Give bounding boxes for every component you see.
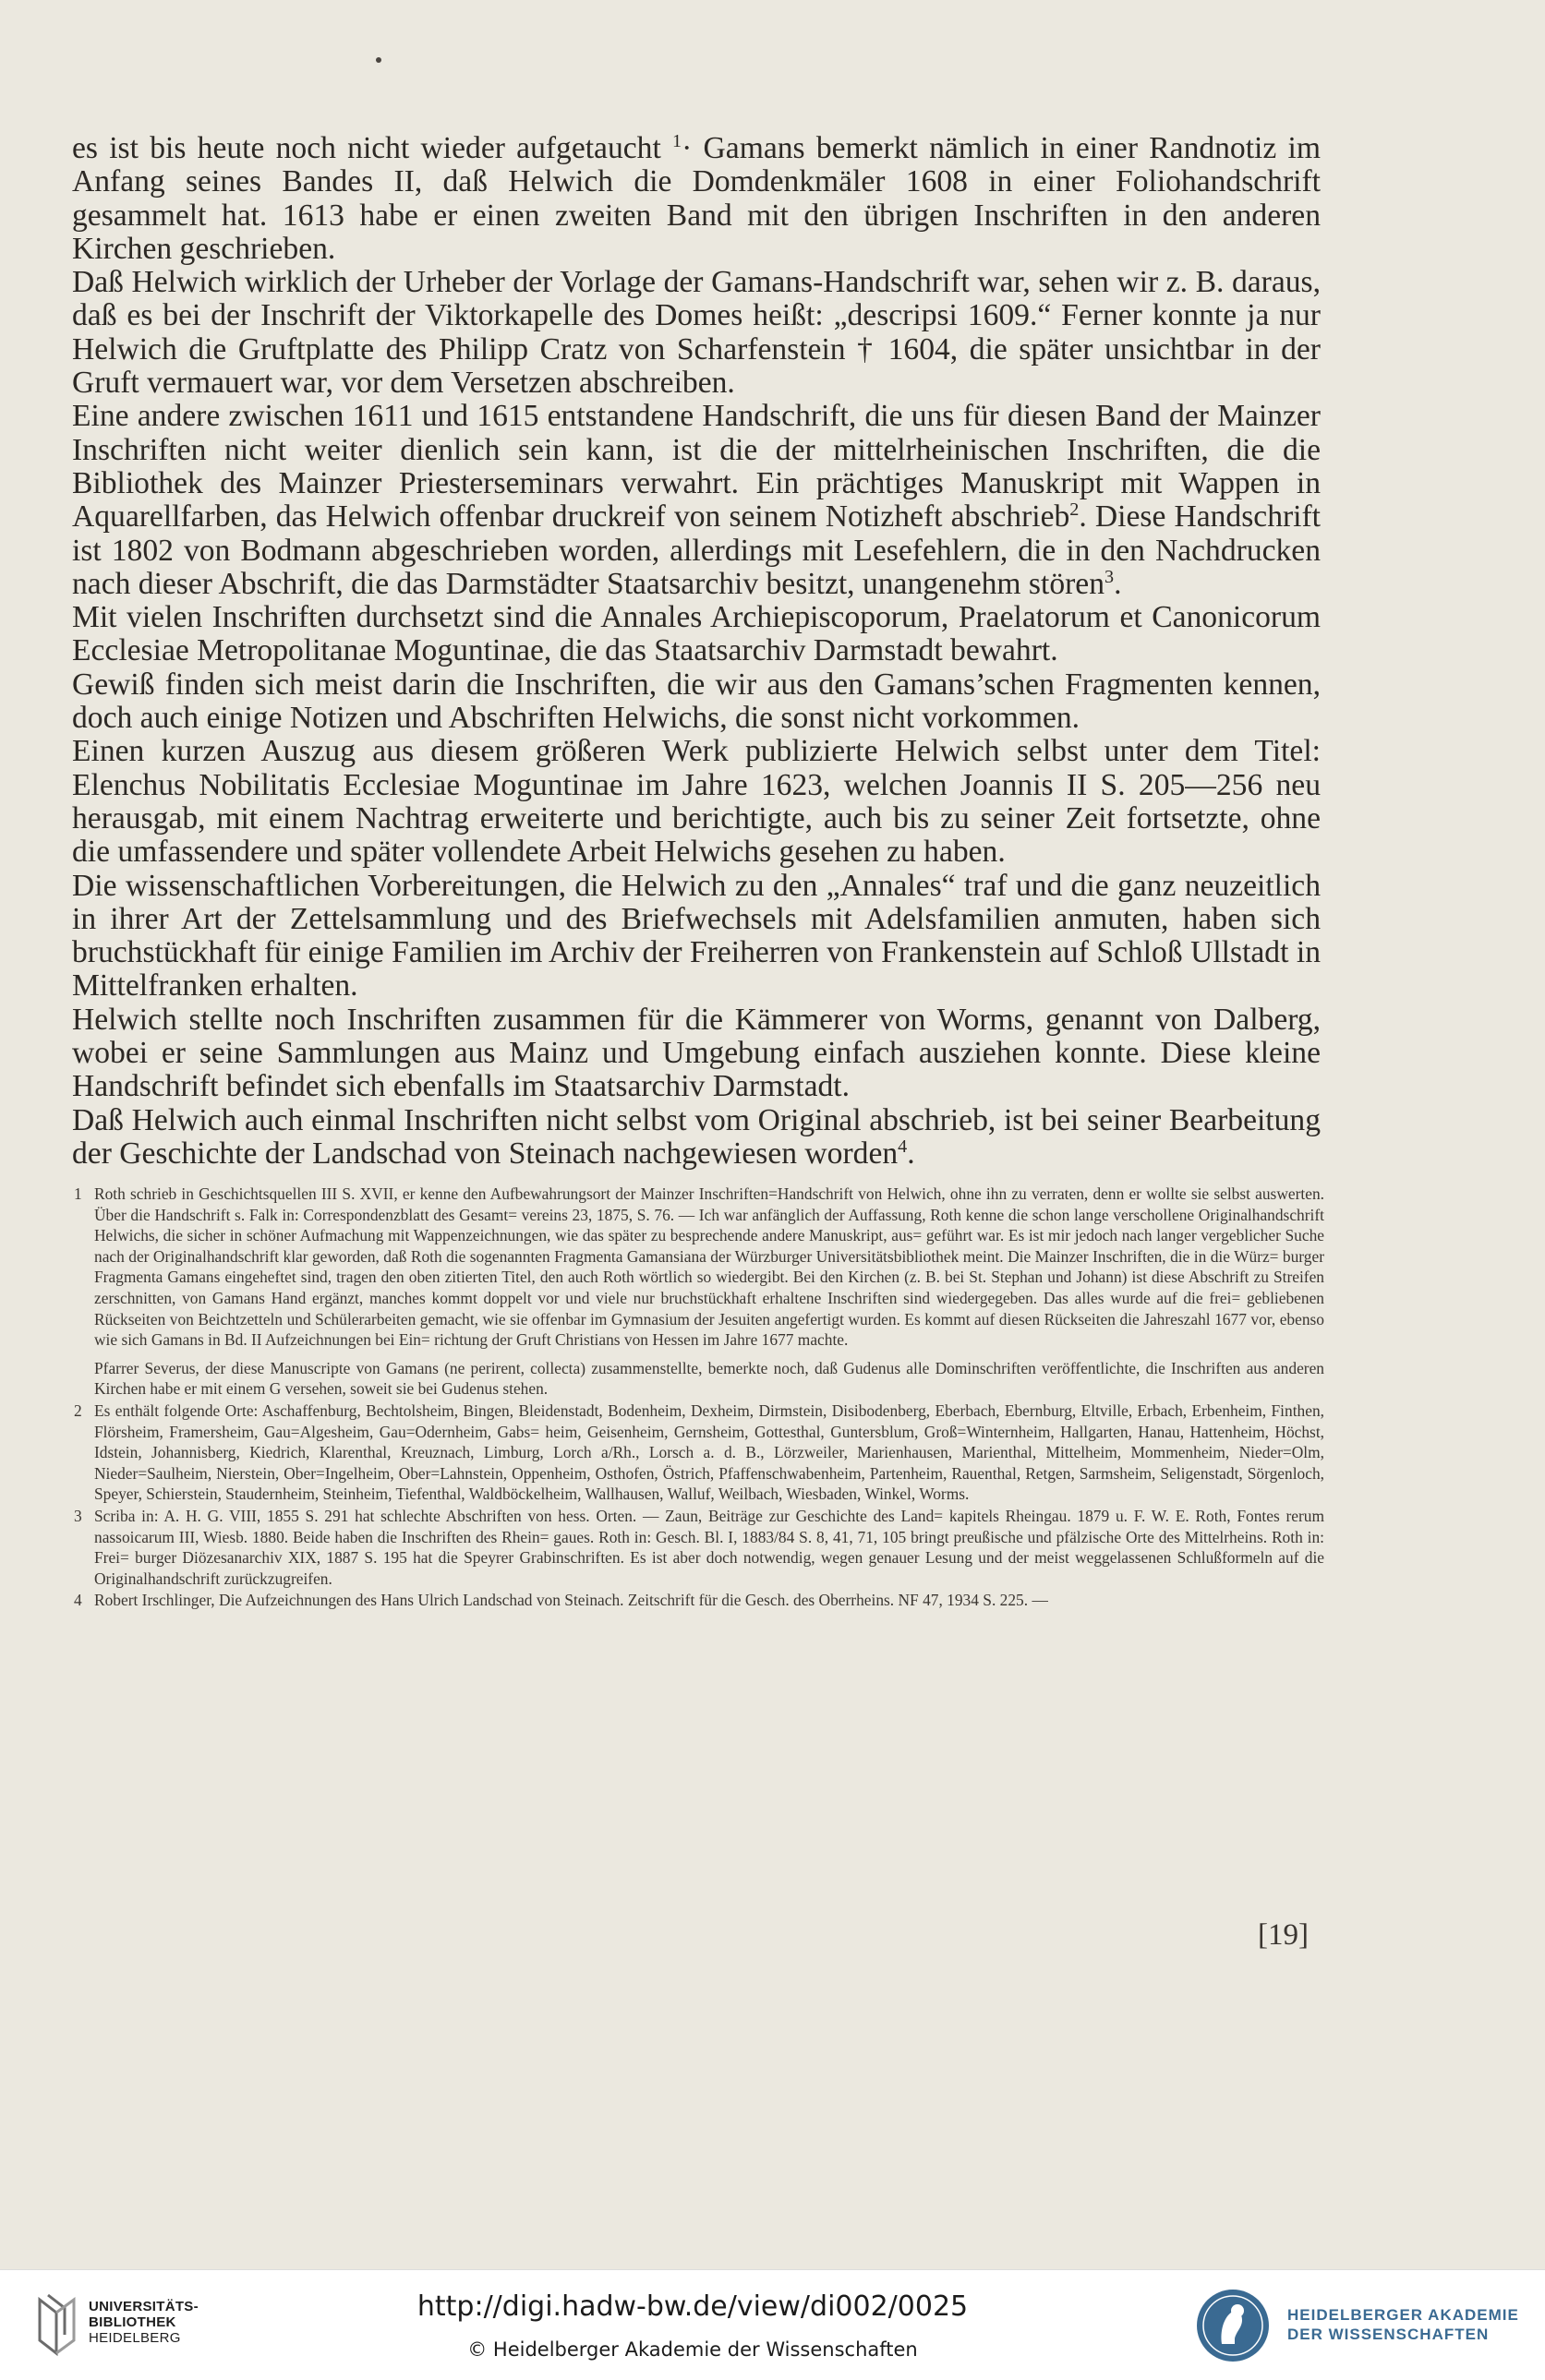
viewer-footer [0, 2269, 1545, 2380]
ub-name[interactable] [89, 2299, 199, 2346]
footnote [72, 1590, 1324, 1611]
main-text [72, 132, 1321, 1171]
hadw-seal-icon[interactable] [1194, 2287, 1272, 2368]
body-paragraph: Daß Helwich wirklich der Urheber der Vorlage der Gamans-Handschrift war, sehen wir z. B. daraus, daß es bei der Inschrift der Viktorkapelle des Domes heißt: „descripsi 1609.“ Ferner konnte ja nur Helwich die Gruftplatte des Philipp Cratz von Scharfenstein † 1604, die später unsichtbar in der Gruft vermauert war, vor dem Versetzen abschreiben. [72, 265, 1321, 401]
body-paragraph: Gewiß finden sich meist darin die Inschriften, die wir aus den Gamans’schen Fragmenten kennen, doch auch einige Notizen und Abschriften Helwichs, die sonst nicht vorkommen. [72, 667, 1321, 736]
body-paragraph: Die wissenschaftlichen Vorbereitungen, die Helwich zu den „Annales“ traf und die ganz neuzeitlich in ihrer Art der Zettelsammlung und des Briefwechsels mit Adelsfamilien anmuten, haben sich bruchstückhaft für einige Familien im Archiv der Freiherren von Frankenstein auf Schloß Ullstadt in Mittelfranken erhalten. [72, 868, 1321, 1004]
body-paragraph: Helwich stellte noch Inschriften zusammen für die Kämmerer von Worms, genannt von Dalberg, wobei er seine Sammlungen aus Mainz und Umgebung einfach ausziehen konnte. Diese kleine Handschrift befindet sich ebenfalls im Staatsarchiv Darmstadt. [72, 1002, 1321, 1104]
footnotes [72, 1184, 1324, 1611]
body-paragraph: Eine andere zwischen 1611 und 1615 entstandene Handschrift, die uns für diesen Band der Mainzer Inschriften nicht weiter dienlich sein kann, ist die der mittelrheinischen Inschriften, die die Bibliothek des Mainzer Priesterseminars verwahrt. Ein prächtiges Manuskript mit Wappen in Aquarellfarben, das Helwich offenbar druckreif von seinem Notizheft abschrieb$^2$. Diese Handschrift ist 1802 von Bodmann abgeschrieben worden, allerdings mit Lesefehlern, die in den Nachdrucken nach dieser Abschrift, die das Darmstädter Staatsarchiv besitzt, unangenehm stören$^3$. [72, 399, 1321, 601]
footnote-text: Robert Irschlinger, Die Aufzeichnungen des Hans Ulrich Landschad von Steinach. Zeitschrift für die Gesch. des Oberrheins. NF 47, 1934 S. 225. — [94, 1591, 1048, 1610]
ub-line: UNIVERSITÄTS- [89, 2299, 199, 2314]
footnote-number: 4 [74, 1591, 82, 1610]
copyright-notice: © Heidelberger Akademie der Wissenschaften [467, 2338, 918, 2361]
footnote-text: Es enthält folgende Orte: Aschaffenburg, Bechtolsheim, Bingen, Bleidenstadt, Bodenheim, Dexheim, Dirmstein, Disibodenberg, Eberbach, Ebernburg, Eltville, Erbach, Erbenheim, Finthen, Flörsheim, Framersheim, Gau=Algesheim, Gau=Odernheim, Gabs= heim, Geisenheim, Gernsheim, Gottesthal, Guntersblum, Groß=Winternheim, Hallgarten, Hanau, Hattenheim, Höchst, Idstein, Johannisberg, Kiedrich, Klarenthal, Kreuznach, Limburg, Lorch a/Rh., Lorsch a. d. B., Lörzweiler, Marienhausen, Marienthal, Mittelheim, Mommenheim, Nieder=Olm, Nieder=Saulheim, Nierstein, Ober=Ingelheim, Ober=Lahnstein, Oppenheim, Osthofen, Östrich, Pfaffenschwabenheim, Partenheim, Rauenthal, Retgen, Sarmsheim, Seligenstadt, Sörgenloch, Speyer, Schierstein, Staudernheim, Steinheim, Tiefenthal, Waldböckelheim, Wallhausen, Walluf, Weilbach, Wiesbaden, Winkel, Worms. [94, 1400, 1324, 1504]
ub-logo-icon[interactable] [37, 2292, 81, 2362]
permalink-url[interactable]: http://digi.hadw-bw.de/view/di002/0025 [416, 2290, 969, 2323]
footnote-number: 3 [74, 1506, 82, 1525]
footnote [72, 1184, 1324, 1400]
footnote-number: 1 [74, 1184, 82, 1203]
footnote-number: 2 [74, 1400, 82, 1420]
footnote [72, 1400, 1324, 1505]
hadw-line: HEIDELBERGER AKADEMIE [1287, 2306, 1519, 2324]
footnote-text: Scriba in: A. H. G. VIII, 1855 S. 291 hat schlechte Abschriften von hess. Orten. — Zaun, Beiträge zur Geschichte des Land= kapitels Rheingau. 1879 u. F. W. E. Roth, Fontes rerum nassoicarum III, Wiesb. 1880. Beide haben die Inschriften des Rhein= gaues. Roth in: Gesch. Bl. I, 1883/84 S. 8, 41, 71, 105 bringt preußische und pfälzische Orte des Mittelrheins. Roth in: Frei= burger Diözesanarchiv XIX, 1887 S. 195 hat die Speyrer Grabinschriften. Es ist aber doch notwendig, wegen genauer Lesung und der meist weggelassenen Schlußformeln auf die Originalhandschrift zurückzugreifen. [94, 1506, 1324, 1588]
body-paragraph: Einen kurzen Auszug aus diesem größeren Werk publizierte Helwich selbst unter dem Titel: Elenchus Nobilitatis Ecclesiae Moguntinae im Jahre 1623, welchen Joannis II S. 205—256 neu herausgab, mit einem Nachtrag erweiterte und berichtigte, auch bis zu seiner Zeit fortsetzte, ohne die umfassendere und später vollendete Arbeit Helwichs gesehen zu haben. [72, 734, 1321, 870]
footnote-text: Roth schrieb in Geschichtsquellen III S. XVII, er kenne den Aufbewahrungsort der Mainzer Inschriften=Handschrift von Helwich, ohne ihn zu verraten, denn er wollte sie selbst auswerten. Über die Handschrift s. Falk in: Correspondenzblatt des Gesamt= vereins 23, 1875, S. 76. — Ich war anfänglich der Auffassung, Roth kenne die schon lange verschollene Originalhandschrift Helwichs, die sicher in schöner Aufmachung mit Wappenzeichnungen, wie das später zu besprechende andere Manuskript, aus= geführt war. Es ist mir jedoch nach langer vergeblicher Suche nach der Originalhandschrift klar geworden, daß Roth die sogenannten Fragmenta Gamansiana der Würzburger Universitätsbibliothek meint. Die Mainzer Inschriften, die in die Würz= burger Fragmenta Gamans eingeheftet sind, tragen den oben zitierten Titel, den auch Roth wörtlich so wiedergibt. Bei den Kirchen (z. B. bei St. Stephan und Johann) ist diese Abschrift zu Streifen zerschnitten, von Gamans Hand ergänzt, manches kommt doppelt vor und viele nur bruchstückhaft erhaltene Inschriften sind wiedergegeben. Das alles wurde auf die frei= gebliebenen Rückseiten von Beichtzetteln und Schülerarbeiten gemacht, wie sie offenbar im Gymnasium der Jesuiten angefertigt wurden. Es kommt auf diesen Rückseiten die Jahreszahl 1677 vor, ebenso wie sich Gamans in Bd. II Aufzeichnungen bei Ein= richtung der Gruft Christians von Hessen im Jahre 1677 machte. [94, 1184, 1324, 1350]
page-number: [19] [1258, 1918, 1309, 1952]
ub-line: HEIDELBERG [89, 2330, 181, 2346]
body-paragraph: es ist bis heute noch nicht wieder aufgetaucht $^1$· Gamans bemerkt nämlich in einer Randnotiz im Anfang seines Bandes II, daß Helwich die Domdenkmäler 1608 in einer Foliohandschrift gesammelt hat. 1613 habe er einen zweiten Band mit den übrigen Inschriften in den anderen Kirchen geschrieben. [72, 130, 1321, 266]
body-paragraph: Mit vielen Inschriften durchsetzt sind die Annales Archiepiscoporum, Praelatorum et Canonicorum Ecclesiae Metropolitanae Moguntinae, die das Staatsarchiv Darmstadt bewahrt. [72, 600, 1321, 668]
ub-line: BIBLIOTHEK [89, 2314, 176, 2330]
hadw-name[interactable] [1287, 2305, 1519, 2344]
footnote-text: Pfarrer Severus, der diese Manuscripte von Gamans (ne perirent, collecta) zusammenstellte, bemerkte noch, daß Gudenus alle Dominschriften veröffentlichte, die Inschriften aus anderen Kirchen habe er mit einem G versehen, soweit sie bei Gudenus stehen. [94, 1358, 1324, 1399]
hadw-line: DER WISSENSCHAFTEN [1287, 2326, 1490, 2343]
footnote [72, 1506, 1324, 1589]
ink-speck [376, 57, 381, 63]
body-paragraph: Daß Helwich auch einmal Inschriften nicht selbst vom Original abschrieb, ist bei seiner Bearbeitung der Geschichte der Landschad von Steinach nachgewiesen worden$^4$. [72, 1102, 1321, 1171]
